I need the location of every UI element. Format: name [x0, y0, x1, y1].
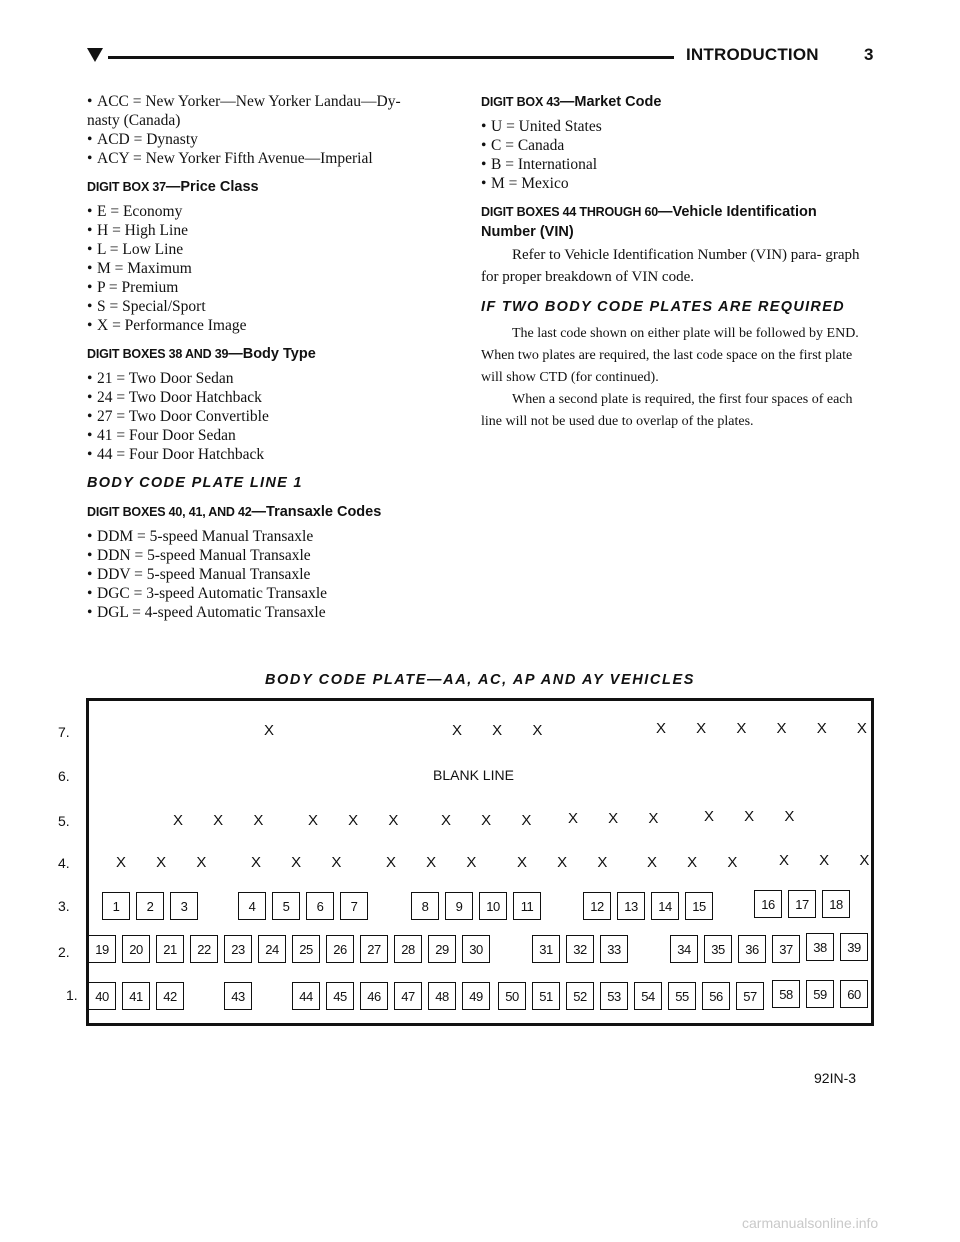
code-box-56: 56 [702, 982, 730, 1010]
code-box-3: 3 [170, 892, 198, 920]
code-box-34: 34 [670, 935, 698, 963]
bullet-icon: • [87, 547, 93, 564]
figure-code: 92IN-3 [814, 1070, 857, 1086]
section-heading-body-code-plate-line-1: BODY CODE PLATE LINE 1 [87, 475, 303, 491]
list-item: • 21 = Two Door Sedan [87, 370, 234, 387]
code-box-57: 57 [736, 982, 764, 1010]
bullet-icon: • [87, 203, 93, 220]
code-box-36: 36 [738, 935, 766, 963]
code-box-33: 33 [600, 935, 628, 963]
code-box-43: 43 [224, 982, 252, 1010]
row-7-mark-group: X [264, 722, 288, 739]
code-box-26: 26 [326, 935, 354, 963]
list-item: • DGC = 3-speed Automatic Transaxle [87, 585, 328, 602]
bullet-icon: • [481, 156, 487, 173]
code-box-37: 37 [772, 935, 800, 963]
code-box-22: 22 [190, 935, 218, 963]
market-code-list [481, 117, 877, 193]
list-item: • P = Premium [87, 279, 179, 296]
code-box-49: 49 [462, 982, 490, 1010]
bullet-icon: • [87, 222, 93, 239]
list-item: • 27 = Two Door Convertible [87, 408, 269, 425]
header-rule [108, 56, 674, 59]
code-box-41: 41 [122, 982, 150, 1010]
watermark-text: carmanualsonline.info [742, 1215, 879, 1231]
bullet-icon: • [87, 93, 93, 110]
subheading-body-type: DIGIT BOXES 38 AND 39—Body Type [87, 346, 316, 362]
subheading-market-code: DIGIT BOX 43—Market Code [481, 94, 662, 110]
code-box-12: 12 [583, 892, 611, 920]
bullet-icon: • [87, 408, 93, 425]
code-box-28: 28 [394, 935, 422, 963]
row-7-mark-group: X X X [452, 722, 556, 739]
list-item: • 44 = Four Door Hatchback [87, 446, 265, 463]
row-7-mark-group: X X X X X X [656, 720, 880, 737]
code-box-14: 14 [651, 892, 679, 920]
code-box-60: 60 [840, 980, 868, 1008]
figure-title: BODY CODE PLATE—AA, AC, AP AND AY VEHICLES [264, 672, 695, 688]
list-item: • C = Canada [481, 137, 565, 154]
code-box-19: 19 [88, 935, 116, 963]
row-4-mark-group: X X X [116, 854, 220, 871]
list-item: • ACC = New Yorker—New Yorker Landau—Dy- [87, 93, 401, 110]
row-label-7: 7. [58, 724, 70, 740]
row-5-mark-group: X X X [568, 810, 672, 827]
row-4-mark-group: X X X [779, 852, 883, 869]
bullet-icon: • [87, 446, 93, 463]
row-5-mark-group: X X X [173, 812, 277, 829]
code-box-58: 58 [772, 980, 800, 1008]
code-box-47: 47 [394, 982, 422, 1010]
bullet-icon: • [481, 175, 487, 192]
code-box-13: 13 [617, 892, 645, 920]
row-5-mark-group: X X X [704, 808, 808, 825]
body-type-list [87, 369, 449, 464]
code-box-4: 4 [238, 892, 266, 920]
list-item: • ACY = New Yorker Fifth Avenue—Imperial [87, 150, 373, 167]
bullet-icon: • [87, 241, 93, 258]
list-item: • DDV = 5-speed Manual Transaxle [87, 566, 311, 583]
list-item-continuation: nasty (Canada) [87, 112, 181, 129]
code-box-32: 32 [566, 935, 594, 963]
list-item: • DDM = 5-speed Manual Transaxle [87, 528, 314, 545]
vin-paragraph: Refer to Vehicle Identification Number (VIN) para- graph for proper breakdown of VIN code. [481, 247, 860, 285]
code-box-39: 39 [840, 933, 868, 961]
bullet-icon: • [87, 389, 93, 406]
list-item: • U = United States [481, 118, 602, 135]
code-box-31: 31 [532, 935, 560, 963]
page-number: 3 [864, 45, 874, 64]
list-item: • 41 = Four Door Sedan [87, 427, 236, 444]
code-box-46: 46 [360, 982, 388, 1010]
row-4-mark-group: X X X [251, 854, 355, 871]
bullet-icon: • [481, 137, 487, 154]
page-title: INTRODUCTION [686, 45, 819, 64]
list-item: • ACD = Dynasty [87, 131, 198, 148]
code-box-45: 45 [326, 982, 354, 1010]
code-box-10: 10 [479, 892, 507, 920]
list-item: • DGL = 4-speed Automatic Transaxle [87, 604, 326, 621]
code-box-5: 5 [272, 892, 300, 920]
code-box-8: 8 [411, 892, 439, 920]
list-item: • M = Mexico [481, 175, 569, 192]
two-plates-paragraph-1: The last code shown on either plate will be followed by END. When two plates are required, the last code space on the first plate will show CTD (for continued). [481, 326, 859, 385]
bullet-icon: • [87, 370, 93, 387]
bullet-icon: • [87, 150, 93, 167]
subheading-vin: DIGIT BOXES 44 THROUGH 60—Vehicle Identification Number (VIN) [481, 204, 817, 240]
right-column [481, 92, 877, 433]
code-box-2: 2 [136, 892, 164, 920]
row-label-3: 3. [58, 898, 70, 914]
row-label-6: 6. [58, 768, 70, 784]
code-box-44: 44 [292, 982, 320, 1010]
list-item: • M = Maximum [87, 260, 192, 277]
row-5-mark-group: X X X [441, 812, 545, 829]
code-box-11: 11 [513, 892, 541, 920]
bullet-icon: • [87, 566, 93, 583]
list-item: • X = Performance Image [87, 317, 247, 334]
code-box-23: 23 [224, 935, 252, 963]
row-5-mark-group: X X X [308, 812, 412, 829]
code-box-16: 16 [754, 890, 782, 918]
code-box-21: 21 [156, 935, 184, 963]
code-box-50: 50 [498, 982, 526, 1010]
subheading-price-class: DIGIT BOX 37—Price Class [87, 179, 259, 195]
code-box-38: 38 [806, 933, 834, 961]
left-column [87, 92, 449, 622]
row-4-mark-group: X X X [386, 854, 490, 871]
blank-line-label: BLANK LINE [433, 767, 514, 783]
code-box-40: 40 [88, 982, 116, 1010]
code-box-7: 7 [340, 892, 368, 920]
code-box-20: 20 [122, 935, 150, 963]
code-box-17: 17 [788, 890, 816, 918]
bullet-icon: • [87, 585, 93, 602]
list-item: • 24 = Two Door Hatchback [87, 389, 262, 406]
subheading-transaxle-codes: DIGIT BOXES 40, 41, AND 42—Transaxle Codes [87, 504, 382, 520]
bullet-icon: • [87, 131, 93, 148]
code-box-25: 25 [292, 935, 320, 963]
list-item: • E = Economy [87, 203, 183, 220]
row-4-mark-group: X X X [647, 854, 751, 871]
bullet-icon: • [87, 528, 93, 545]
code-box-53: 53 [600, 982, 628, 1010]
bullet-icon: • [87, 317, 93, 334]
bullet-icon: • [87, 427, 93, 444]
code-box-9: 9 [445, 892, 473, 920]
header-triangle-icon [87, 48, 103, 62]
code-box-42: 42 [156, 982, 184, 1010]
bullet-icon: • [87, 604, 93, 621]
list-item: • DDN = 5-speed Manual Transaxle [87, 547, 311, 564]
section-heading-two-body-code-plates: IF TWO BODY CODE PLATES ARE REQUIRED [481, 299, 845, 315]
transaxle-list [87, 527, 449, 622]
code-box-55: 55 [668, 982, 696, 1010]
code-box-30: 30 [462, 935, 490, 963]
bullet-icon: • [87, 260, 93, 277]
code-box-15: 15 [685, 892, 713, 920]
bullet-icon: • [87, 298, 93, 315]
row-label-4: 4. [58, 855, 70, 871]
code-box-54: 54 [634, 982, 662, 1010]
code-box-24: 24 [258, 935, 286, 963]
code-box-27: 27 [360, 935, 388, 963]
list-item: • S = Special/Sport [87, 298, 206, 315]
two-plates-paragraph-2: When a second plate is required, the first four spaces of each line will not be used due to overlap of the plates. [481, 392, 853, 429]
bullet-icon: • [481, 118, 487, 135]
code-box-18: 18 [822, 890, 850, 918]
code-box-1: 1 [102, 892, 130, 920]
bullet-icon: • [87, 279, 93, 296]
row-4-mark-group: X X X [517, 854, 621, 871]
list-item: • L = Low Line [87, 241, 184, 258]
code-box-6: 6 [306, 892, 334, 920]
list-item: • B = International [481, 156, 598, 173]
code-box-59: 59 [806, 980, 834, 1008]
row-label-5: 5. [58, 813, 70, 829]
list-item: • H = High Line [87, 222, 188, 239]
row-label-1: 1. [66, 987, 78, 1003]
price-class-list [87, 202, 449, 335]
code-box-35: 35 [704, 935, 732, 963]
code-box-48: 48 [428, 982, 456, 1010]
row-label-2: 2. [58, 944, 70, 960]
code-box-52: 52 [566, 982, 594, 1010]
code-box-29: 29 [428, 935, 456, 963]
code-box-51: 51 [532, 982, 560, 1010]
